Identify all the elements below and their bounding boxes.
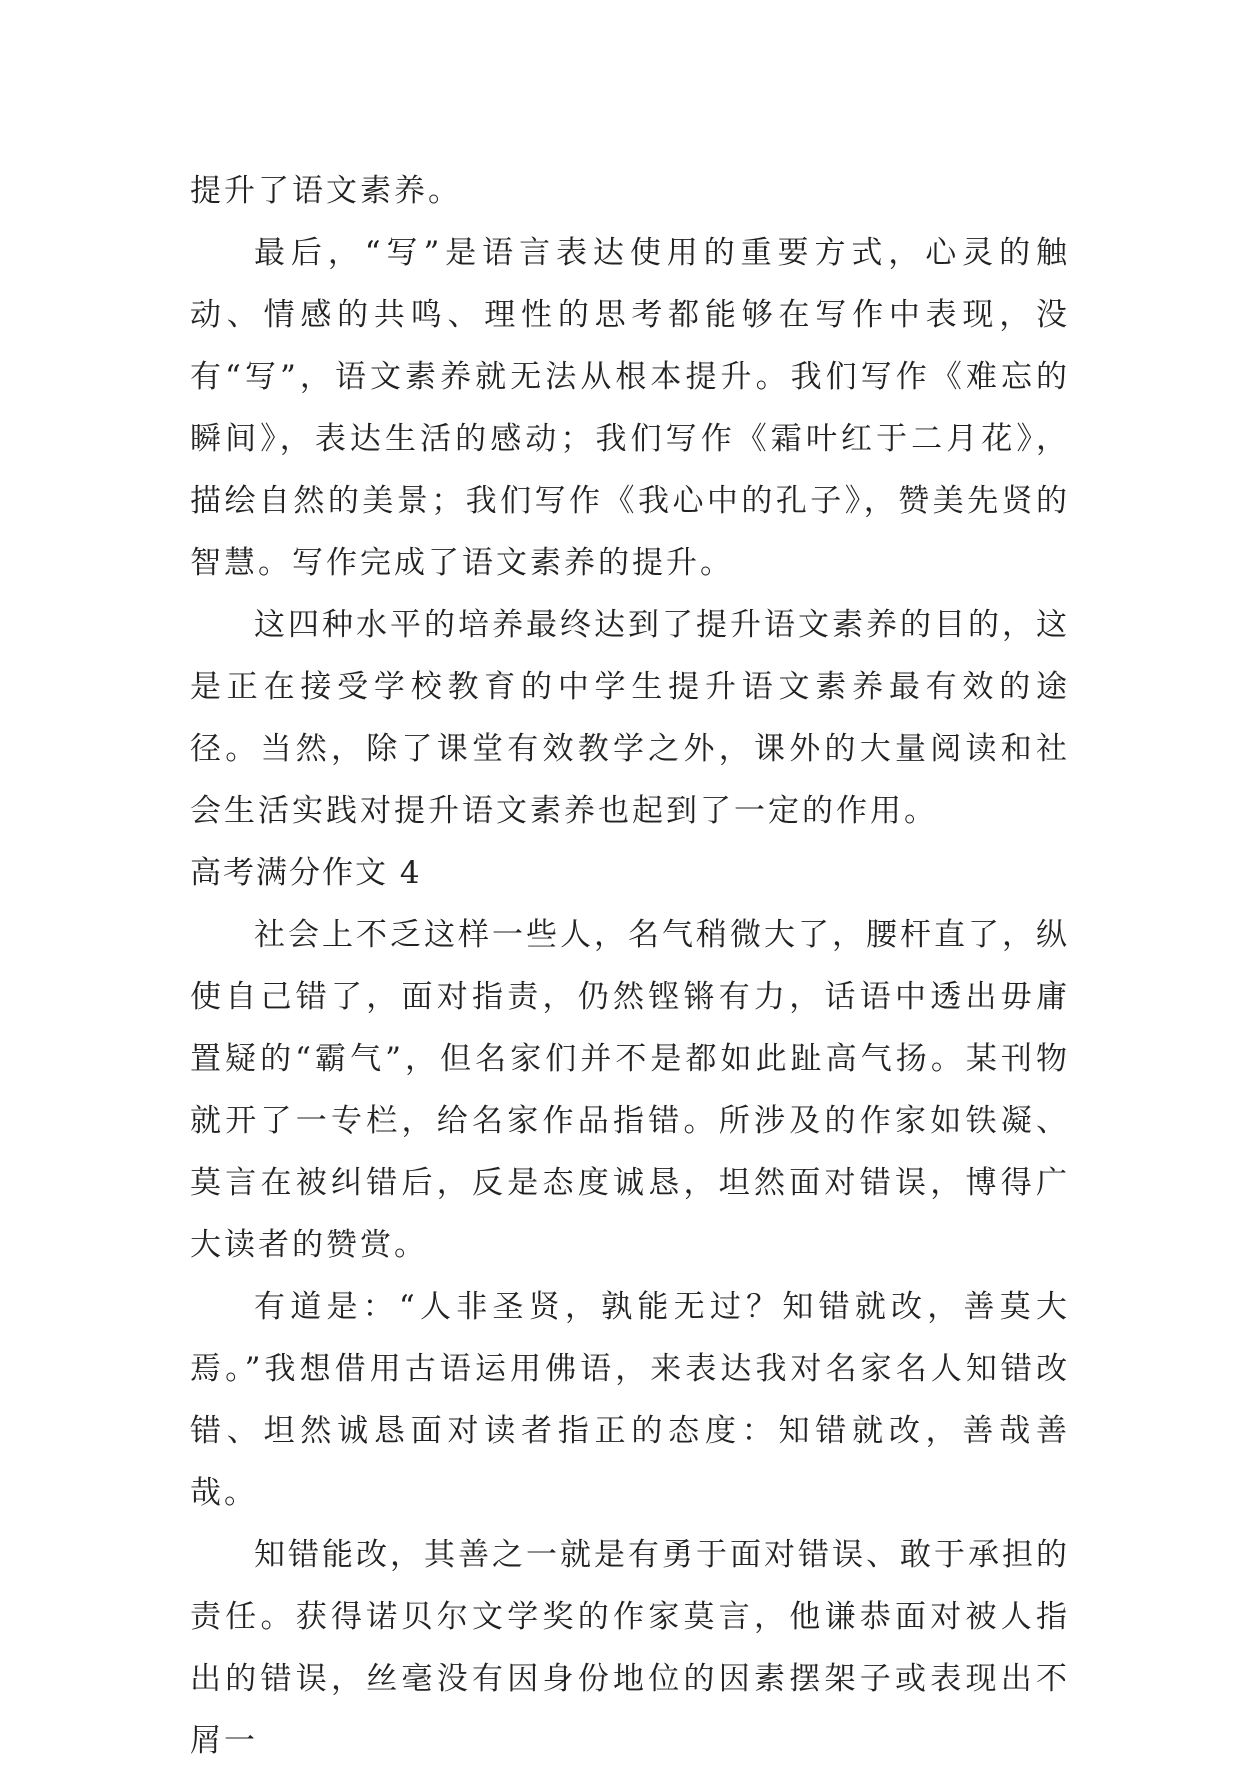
section-title: 高考满分作文 4 (190, 855, 422, 891)
section-paragraph-3: 知错能改，其善之一就是有勇于面对错误、敢于承担的责任。获得诺贝尔文学奖的作家莫言，他谦恭面对被人指出的错误，丝毫没有因身份地位的因素摆架子或表现出不屑一 (190, 1537, 1070, 1759)
section-paragraph-2: 有道是：“人非圣贤，孰能无过？知错就改，善莫大焉。”我想借用古语运用佛语，来表达我对名家名人知错改错、坦然诚恳面对读者指正的态度：知错就改，善哉善哉。 (190, 1289, 1070, 1511)
paragraph-2: 最后，“写”是语言表达使用的重要方式，心灵的触动、情感的共鸣、理性的思考都能够在写作中表现，没有“写”，语文素养就无法从根本提升。我们写作《难忘的瞬间》，表达生活的感动；我们写作《霜叶红于二月花》，描绘自然的美景；我们写作《我心中的孔子》，赞美先贤的智慧。写作完成了语文素养的提升。 (190, 235, 1070, 581)
paragraph-1: 提升了语文素养。 (190, 173, 462, 209)
document-body (190, 160, 1070, 1772)
paragraph-3: 这四种水平的培养最终达到了提升语文素养的目的，这是正在接受学校教育的中学生提升语文素养最有效的途径。当然，除了课堂有效教学之外，课外的大量阅读和社会生活实践对提升语文素养也起到了一定的作用。 (190, 607, 1070, 829)
section-paragraph-1: 社会上不乏这样一些人，名气稍微大了，腰杆直了，纵使自己错了，面对指责，仍然铿锵有力，话语中透出毋庸置疑的“霸气”，但名家们并不是都如此趾高气扬。某刊物就开了一专栏，给名家作品指错。所涉及的作家如铁凝、莫言在被纠错后，反是态度诚恳，坦然面对错误，博得广大读者的赞赏。 (190, 917, 1070, 1263)
